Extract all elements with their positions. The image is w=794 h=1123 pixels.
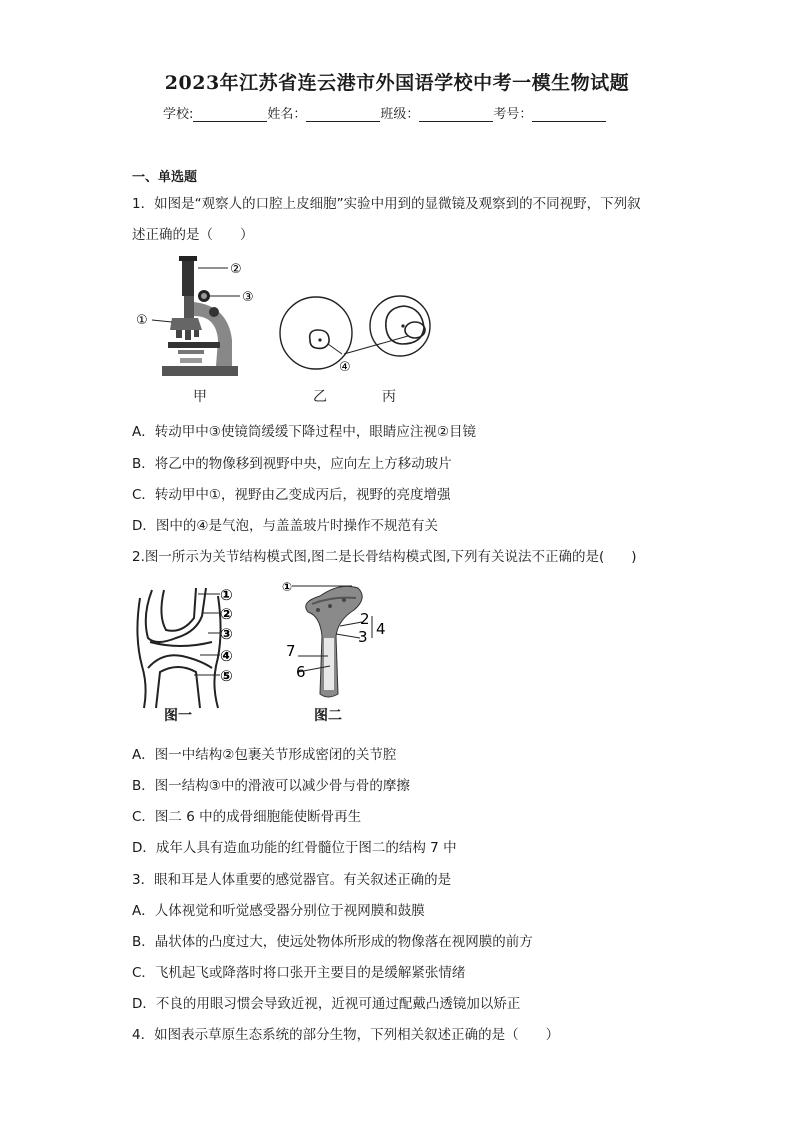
- student-info: [163, 103, 606, 122]
- class-blank[interactable]: [419, 107, 493, 122]
- fig2-label-3: 3: [358, 628, 368, 646]
- q3-option-b[interactable]: B．晶状体的凸度过大，使远处物体所形成的物像落在视网膜的前方: [132, 934, 533, 950]
- q2-option-c[interactable]: C．图二 6 中的成骨细胞能使断骨再生: [132, 809, 362, 825]
- fig-label-jia: 甲: [193, 389, 207, 405]
- q1-option-b[interactable]: B．将乙中的物像移到视野中央，应向左上方移动玻片: [132, 456, 452, 472]
- q1-option-d[interactable]: D．图中的④是气泡，与盖盖玻片时操作不规范有关: [132, 518, 438, 534]
- joint-bone-figure: [132, 576, 392, 726]
- fig2-label-4: 4: [376, 620, 386, 638]
- fig1-label-5: ⑤: [220, 667, 233, 685]
- fig2-label-7: 7: [286, 642, 296, 660]
- label-4: ④: [339, 360, 351, 375]
- q3-stem: 3．眼和耳是人体重要的感觉器官。有关叙述正确的是: [132, 872, 452, 888]
- label-2: ②: [230, 262, 242, 277]
- fig1-label-2: ②: [220, 605, 233, 623]
- fig2-label-1: ①: [282, 580, 293, 594]
- q3-option-a[interactable]: A．人体视觉和听觉感受器分别位于视网膜和鼓膜: [132, 903, 425, 919]
- q1-stem-line2: 述正确的是（ ）: [132, 227, 254, 243]
- microscope-image: [152, 256, 240, 376]
- q4-stem: 4．如图表示草原生态系统的部分生物，下列相关叙述正确的是（ ）: [132, 1027, 560, 1043]
- name-blank[interactable]: [306, 107, 380, 122]
- fig1-label-4: ④: [220, 647, 233, 665]
- fig-label-yi: 乙: [313, 389, 327, 405]
- fig2-label-6: 6: [296, 663, 306, 681]
- label-1: ①: [136, 313, 148, 328]
- fig2-caption: 图二: [314, 708, 342, 724]
- view-bing: [370, 296, 430, 356]
- view-yi: [280, 297, 352, 369]
- fig1-label-1: ①: [220, 586, 233, 604]
- bone-diagram: [306, 586, 362, 697]
- fig-label-bing: 丙: [382, 389, 396, 405]
- q1-option-a[interactable]: A．转动甲中③使镜筒缓缓下降过程中，眼睛应注视②目镜: [132, 424, 476, 440]
- label-3: ③: [242, 290, 254, 305]
- joint-diagram: [137, 588, 220, 708]
- q3-option-d[interactable]: D．不良的用眼习惯会导致近视，近视可通过配戴凸透镜加以矫正: [132, 996, 521, 1012]
- class-label: 班级：: [380, 107, 420, 122]
- number-blank[interactable]: [532, 107, 606, 122]
- q2-stem: 2.图一所示为关节结构模式图,图二是长骨结构模式图,下列有关说法不正确的是( ): [132, 549, 637, 565]
- name-label: 姓名：: [267, 107, 307, 122]
- page-title: 2023年江苏省连云港市外国语学校中考一模生物试题: [164, 72, 630, 94]
- school-label: 学校:: [163, 107, 194, 122]
- fig1-caption: 图一: [164, 708, 192, 724]
- q1-option-c[interactable]: C．转动甲中①，视野由乙变成丙后，视野的亮度增强: [132, 487, 451, 503]
- q2-option-b[interactable]: B．图一结构③中的滑液可以减少骨与骨的摩擦: [132, 778, 410, 794]
- fig1-label-3: ③: [220, 625, 233, 643]
- q2-option-d[interactable]: D．成年人具有造血功能的红骨髓位于图二的结构 7 中: [132, 840, 457, 856]
- q1-stem-line1: 1．如图是“观察人的口腔上皮细胞”实验中用到的显微镜及观察到的不同视野，下列叙: [132, 196, 641, 212]
- fig2-label-2: 2: [360, 610, 370, 628]
- number-label: 考号：: [493, 107, 533, 122]
- school-blank[interactable]: [193, 107, 267, 122]
- q2-option-a[interactable]: A．图一中结构②包裹关节形成密闭的关节腔: [132, 747, 397, 763]
- q3-option-c[interactable]: C．飞机起飞或降落时将口张开主要目的是缓解紧张情绪: [132, 965, 466, 981]
- section-heading: 一、单选题: [132, 170, 198, 185]
